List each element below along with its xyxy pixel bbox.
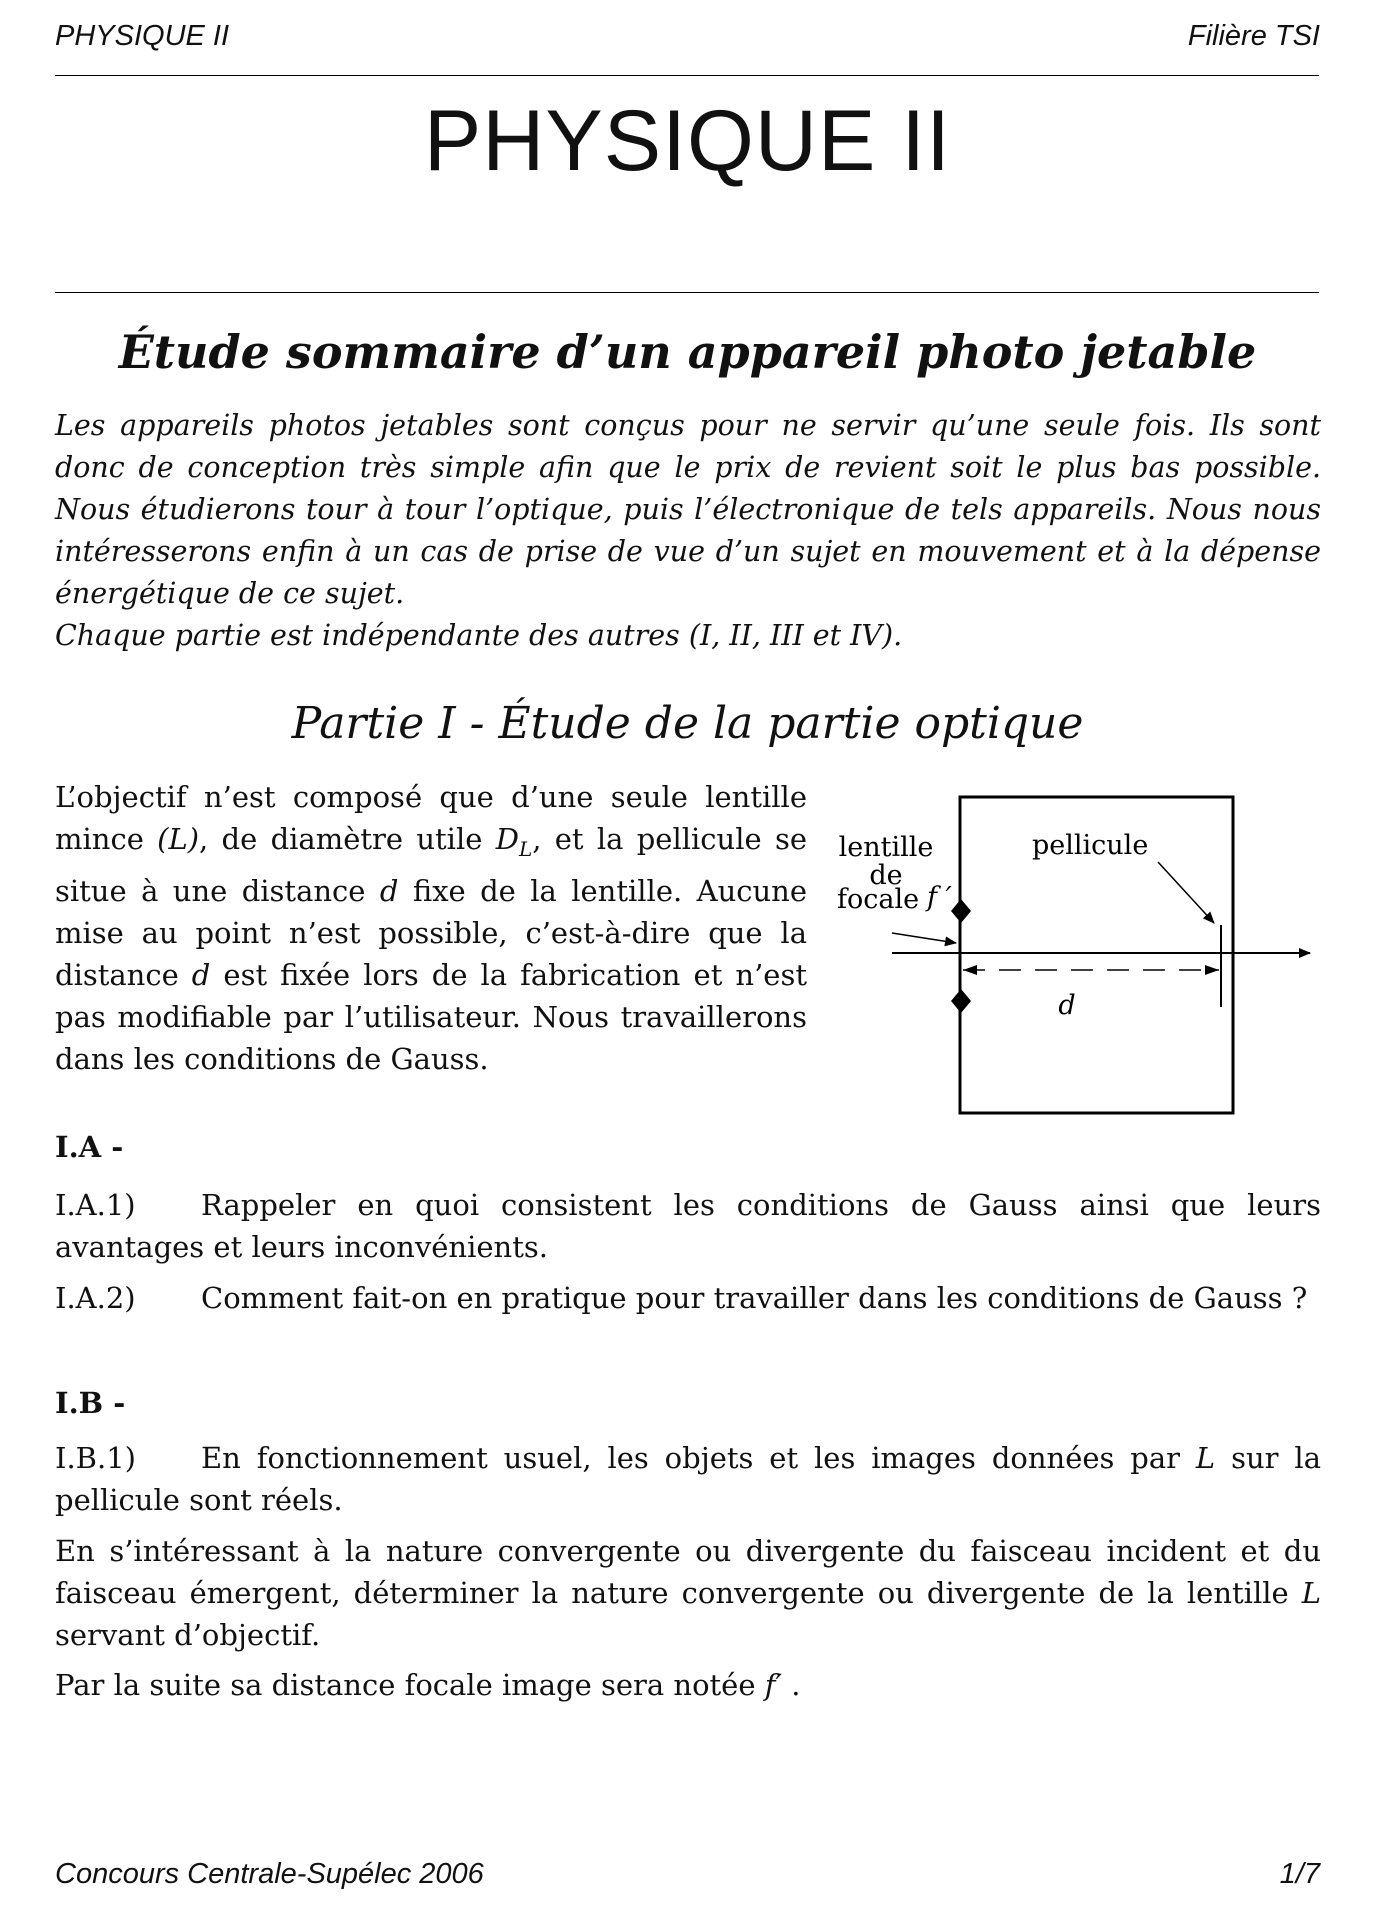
question-a2-number: I.A.2) [55, 1281, 136, 1315]
question-a2-text: Comment fait-on en pratique pour travailler dans les conditions de Gauss ? [201, 1281, 1308, 1315]
question-a1-number: I.A.1) [55, 1188, 136, 1222]
section-b-label: I.B - [55, 1386, 126, 1420]
optics-text-b: , de diamètre utile [199, 822, 496, 856]
lens-label-1: lentille [838, 832, 934, 863]
page-number: 1/7 [1279, 1858, 1320, 1890]
page-title: PHYSIQUE II [423, 93, 952, 189]
film-label: pellicule [1032, 830, 1149, 861]
distance-arrow-left [963, 965, 977, 975]
distance-arrow-right [1205, 965, 1219, 975]
question-b1-text-a: En fonctionnement usuel, les objets et les images données par [201, 1441, 1196, 1475]
section-a-label: I.A - [55, 1130, 124, 1164]
subtitle: Étude sommaire d’un appareil photo jetable [118, 325, 1257, 379]
question-a1-text: Rappeler en quoi consistent les conditions de Gauss ainsi que leurs avantages et leurs inconvénients. [55, 1188, 1321, 1264]
header-right: Filière TSI [1187, 20, 1320, 52]
focal-symbol: f ′ [927, 882, 952, 913]
part-title: Partie I - Étude de la partie optique [291, 698, 1084, 749]
header-rule [55, 75, 1319, 76]
footer-left: Concours Centrale-Supélec 2006 [55, 1858, 484, 1890]
question-b1 [55, 1437, 1321, 1521]
optics-text-a: L’objectif n’est composé que d’une seule lentille mince [55, 780, 807, 856]
distance-label: d [1058, 990, 1076, 1021]
lens-symbol: (L) [157, 822, 200, 856]
question-b1-symbol: L [1195, 1441, 1216, 1475]
header-left: PHYSIQUE II [55, 20, 230, 52]
optics-text-c: , et la pellicule se situe à une distance [55, 822, 807, 908]
diameter-symbol: D [495, 822, 519, 856]
paragraph-b3-text-a: Par la suite sa distance focale image sera notée [55, 1668, 765, 1702]
paragraph-b3-symbol: f′ [764, 1668, 783, 1702]
distance-symbol: d [379, 873, 399, 908]
lens-label-2: de [869, 860, 903, 891]
intro-note: Chaque partie est indépendante des autres (I, II, III et IV). [55, 619, 903, 652]
question-a1 [55, 1184, 1321, 1268]
paragraph-b3 [55, 1664, 1321, 1706]
paragraph-b3-text-b: . [782, 1668, 801, 1702]
optics-text-e: est fixée lors de la fabrication et n’est pas modifiable par l’utilisateur. Nous travaillerons dans les conditions de Gauss. [55, 957, 807, 1076]
lens-leader [892, 933, 956, 943]
diameter-subscript: L [518, 836, 533, 861]
paragraph-b2-symbol: L [1301, 1576, 1321, 1610]
lens-bottom-marker [951, 989, 971, 1013]
question-b1-text-b: sur la pellicule sont réels. [55, 1441, 1321, 1517]
title-rule [55, 292, 1319, 293]
lens-label-3: focale [837, 884, 920, 915]
question-b1-number: I.B.1) [55, 1441, 136, 1475]
question-a2 [55, 1277, 1321, 1319]
film-leader [1158, 862, 1214, 923]
paragraph-b2-text-a: En s’intéressant à la nature convergente ou divergente du faisceau incident et du faisceau émergent, déterminer la nature convergente ou divergente de la lentille [55, 1534, 1321, 1610]
paragraph-b2 [55, 1530, 1321, 1656]
optics-paragraph [55, 776, 807, 1080]
lens-top-marker [951, 899, 971, 923]
distance-symbol-2: d [191, 957, 211, 992]
paragraph-b2-text-b: servant d’objectif. [55, 1618, 321, 1652]
intro-paragraph: Les appareils photos jetables sont conçus pour ne servir qu’une seule fois. Ils sont donc de conception très simple afin que le prix de revient soit le plus bas possible. Nous étudierons tour à tour l’optique, puis l’électronique de tels appareils. Nous nous intéresserons enfin à un cas de prise de vue d’un sujet en mouvement et à la dépense énergétique de ce sujet. [55, 409, 1321, 610]
optics-text-d: fixe de la lentille. Aucune mise au point n’est possible, c’est-à-dire que la distance [55, 873, 808, 992]
camera-diagram [830, 785, 1330, 1125]
intro-block [55, 405, 1321, 657]
